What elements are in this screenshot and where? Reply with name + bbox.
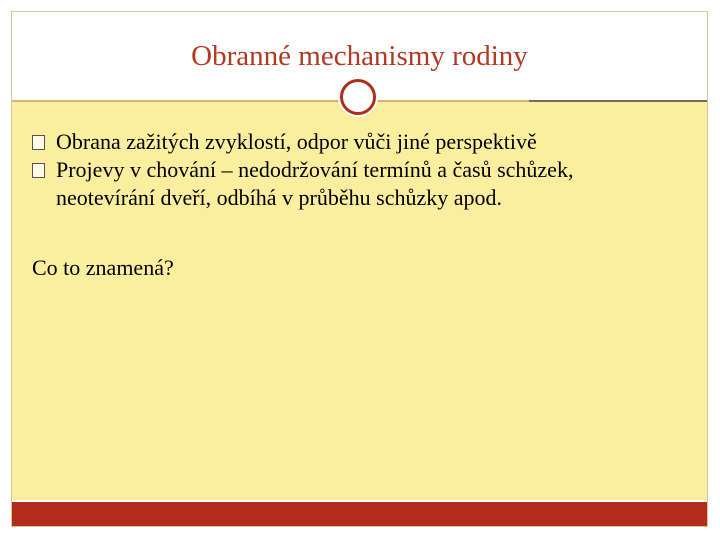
ring-ornament-icon: [340, 79, 376, 115]
question-text: Co to znamená?: [32, 255, 174, 280]
bullet-item: [32, 156, 672, 212]
footer-bar: [12, 502, 707, 526]
bullet-item: [32, 128, 672, 156]
bullet-text: Obrana zažitých zvyklostí, odpor vůči jiné perspektivě: [56, 129, 537, 154]
bullet-box-icon: [32, 163, 45, 178]
slide-body: [32, 128, 672, 282]
bullet-box-icon: [32, 135, 45, 150]
bullet-text: Projevy v chování – nedodržování termínů a časů schůzek, neotevírání dveří, odbíhá v průběhu schůzky apod.: [56, 157, 574, 210]
slide-title: Obranné mechanismy rodiny: [191, 40, 528, 72]
